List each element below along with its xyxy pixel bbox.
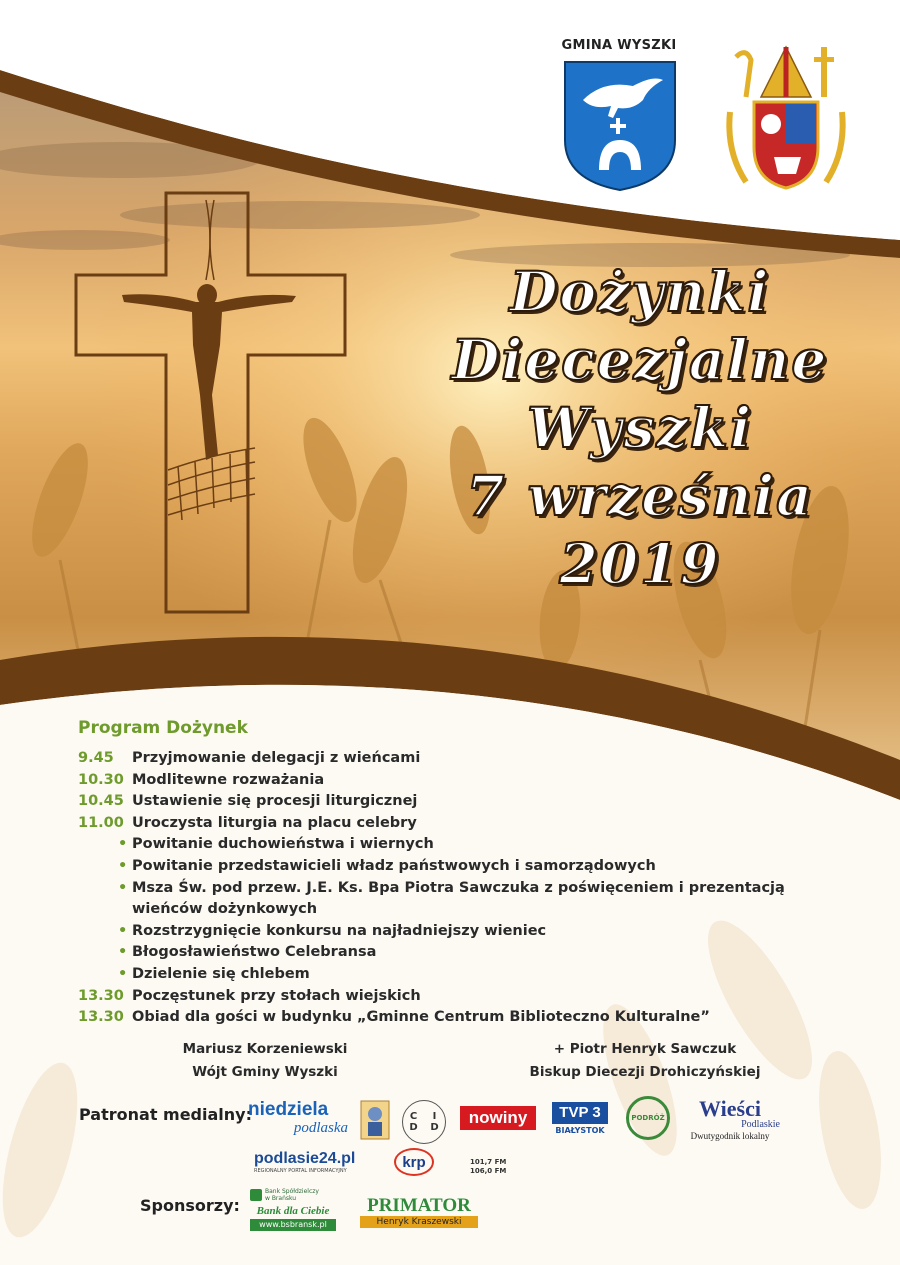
niedziela-logo (248, 1100, 348, 1140)
krp-frequencies (470, 1158, 506, 1176)
niedziela-text: niedziela (248, 1099, 329, 1120)
sponsors-label: Sponsorzy: (140, 1196, 240, 1215)
cidd-logo (402, 1100, 446, 1144)
program-text: Modlitewne rozważania (132, 771, 325, 788)
bullet-icon: • (118, 965, 128, 982)
program-time: 10.45 (78, 793, 124, 810)
bullet-icon: • (118, 836, 128, 853)
wiesci-sub: Podlaskie (741, 1119, 780, 1130)
program-text: Obiad dla gości w budynku „Gminne Centrum Biblioteczno Kulturalne” (132, 1009, 710, 1026)
podrozy-logo: PODRÓŻ (626, 1096, 670, 1140)
crest-label: GMINA WYSZKI (561, 38, 677, 53)
nowiny-logo: nowiny (460, 1106, 536, 1130)
cidd-letter: D (409, 1122, 418, 1133)
bullet-icon: • (118, 857, 128, 874)
podlasie24-logo (254, 1150, 374, 1175)
program-text: Poczęstunek przy stołach wiejskich (132, 987, 421, 1004)
program-text: Ustawienie się procesji liturgicznej (132, 793, 418, 810)
program-subitem (78, 921, 838, 943)
bullet-icon: • (118, 922, 128, 939)
bank-slogan: Bank dla Ciebie (256, 1205, 330, 1217)
tvp-city: BIAŁYSTOK (555, 1126, 605, 1135)
program-time: 13.30 (78, 1009, 124, 1026)
patronat-label: Patronat medialny: (79, 1105, 252, 1124)
wiesci-tag: Dwutygodnik lokalny (690, 1131, 770, 1141)
madonna-icon (360, 1100, 390, 1140)
program-subitem (78, 856, 838, 878)
podlasie-sub: REGIONALNY PORTAL INFORMACYJNY (254, 1168, 347, 1174)
program-item (78, 1007, 838, 1029)
wiesci-logo (680, 1098, 780, 1142)
title-line: 7 września (466, 463, 814, 528)
krp-logo: krp (394, 1148, 434, 1176)
program-heading: Program Dożynek (78, 718, 248, 738)
bullet-icon: • (118, 879, 128, 896)
program-subitem (78, 964, 838, 986)
freq: 106,0 FM (470, 1167, 507, 1175)
program-item (78, 986, 838, 1008)
title-line: Diecezjalne (451, 327, 829, 392)
program-subitem (78, 942, 838, 964)
title-line: 2019 (559, 531, 721, 596)
niedziela-sub: podlaska (293, 1120, 348, 1136)
cidd-letter: I (432, 1111, 437, 1122)
cidd-letter: D (430, 1122, 439, 1133)
bullet-icon: • (118, 944, 128, 961)
bank-line: w Brańsku (265, 1195, 297, 1202)
signature-role: Biskup Diecezji Drohiczyńskiej (529, 1064, 761, 1080)
subitem-text: Powitanie przedstawicieli władz państwowych i samorządowych (132, 857, 656, 874)
cidd-letter: C (409, 1111, 418, 1122)
bishop-coat-of-arms (726, 42, 846, 192)
program-section (78, 718, 838, 1029)
program-time: 13.30 (78, 987, 124, 1004)
tvp-text: TVP 3 (552, 1102, 608, 1124)
signature-name: + Piotr Henryk Sawczuk (553, 1041, 737, 1057)
program-subitem (78, 878, 838, 921)
gmina-coat-of-arms (563, 60, 677, 192)
podlasie-text: podlasie24.pl (254, 1150, 356, 1167)
tvp3-logo (552, 1102, 608, 1135)
program-time: 9.45 (78, 750, 114, 766)
signature-role: Wójt Gminy Wyszki (192, 1064, 338, 1080)
program-item (78, 813, 838, 835)
freq: 101,7 FM (470, 1158, 507, 1166)
subitem-text: Msza Św. pod przew. J.E. Ks. Bpa Piotra Sawczuka z poświęceniem i prezentacją wieńców dożynkowych (132, 879, 785, 918)
eagle-icon (761, 114, 781, 134)
signature-right (520, 1038, 770, 1084)
subitem-text: Błogosławieństwo Celebransa (132, 944, 377, 961)
title-line: Dożynki (509, 259, 771, 324)
primator-logo (360, 1196, 478, 1228)
signature-left (160, 1038, 370, 1084)
primator-sub: Henryk Kraszewski (360, 1216, 478, 1228)
wiesci-text: Wieści (699, 1096, 761, 1121)
bank-url: www.bsbransk.pl (250, 1219, 336, 1231)
program-item (78, 748, 838, 770)
bank-line: Bank Spółdzielczy (265, 1188, 319, 1195)
signature-name: Mariusz Korzeniewski (182, 1041, 348, 1057)
bank-logo (250, 1188, 336, 1231)
primator-text: PRIMATOR (367, 1195, 471, 1216)
subitem-text: Powitanie duchowieństwa i wiernych (132, 836, 434, 853)
program-time: 11.00 (78, 814, 124, 831)
event-title (400, 258, 880, 598)
title-line: Wyszki (527, 395, 753, 460)
program-item (78, 791, 838, 813)
program-item (78, 770, 838, 792)
subitem-text: Rozstrzygnięcie konkursu na najładniejszy wieniec (132, 922, 547, 939)
program-text: Przyjmowanie delegacji z wieńcami (132, 750, 421, 766)
bank-icon (250, 1189, 262, 1201)
subitem-text: Dzielenie się chlebem (132, 965, 310, 982)
program-subitem (78, 834, 838, 856)
program-text: Uroczysta liturgia na placu celebry (132, 814, 417, 831)
program-time: 10.30 (78, 771, 124, 788)
